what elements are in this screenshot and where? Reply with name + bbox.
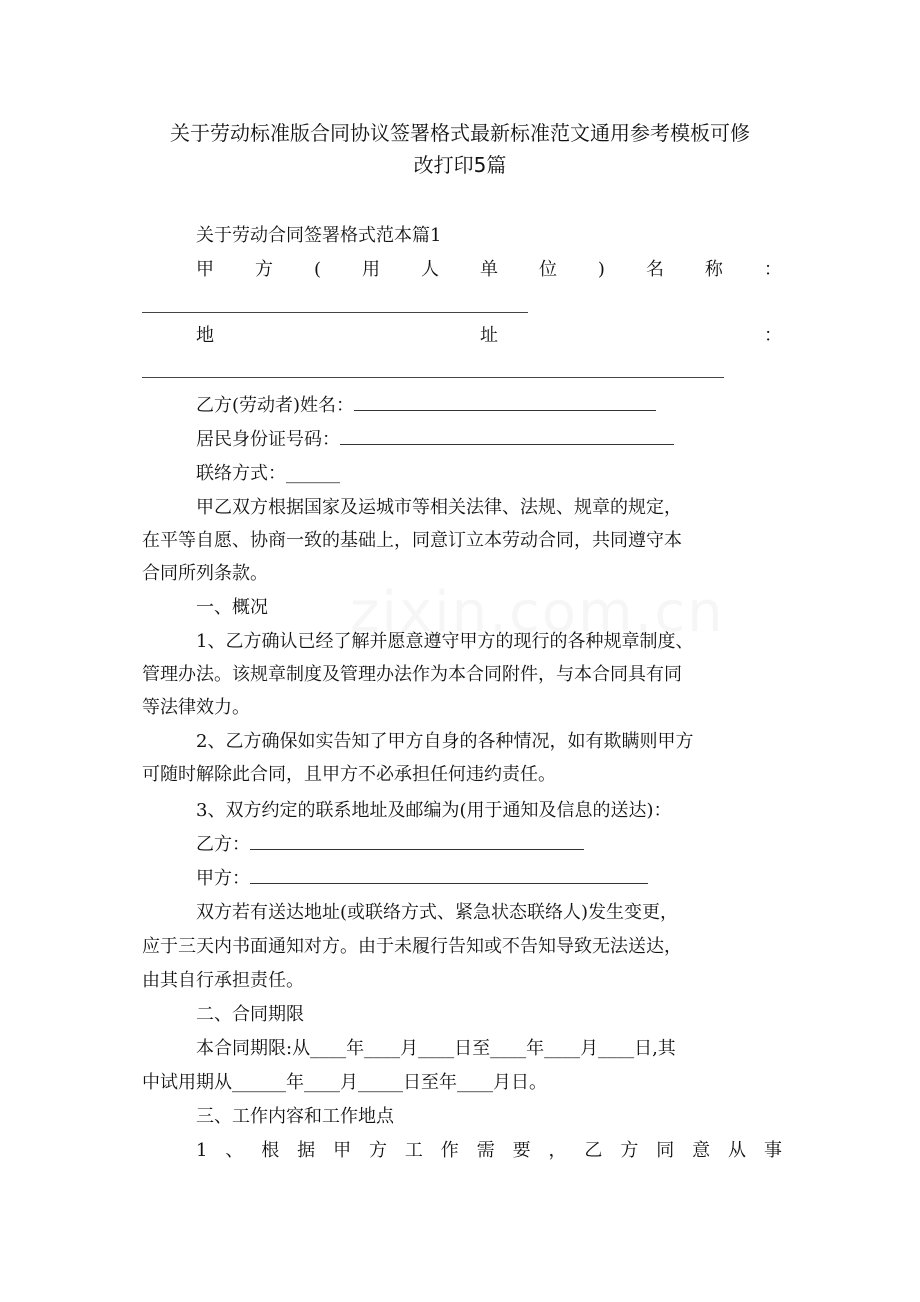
change-notice-line: 应于三天内书面通知对方。由于未履行告知或不告知导致无法送达， (142, 936, 682, 957)
address-blank (142, 377, 724, 378)
label-char: ： (764, 325, 782, 346)
label-char: 用 (361, 259, 380, 280)
term-line: 本合同期限:从____年____月____日至____年____月____日,其 (196, 1038, 676, 1059)
party-a-address-blank (250, 865, 648, 884)
text-char: 要 (512, 1140, 531, 1161)
text-char: 工 (404, 1140, 423, 1161)
section-three-heading: 三、工作内容和工作地点 (196, 1106, 394, 1127)
change-notice-line: 由其自行承担责任。 (142, 970, 304, 991)
doc-title-line1: 关于劳动标准版合同协议签署格式最新标准范文通用参考模板可修 (170, 121, 750, 145)
text-char: 同 (656, 1140, 675, 1161)
section-one-heading: 一、概况 (196, 597, 268, 618)
party-b-name-label: 乙方(劳动者)姓名： (196, 395, 355, 416)
label-char: 方 (254, 259, 273, 280)
label-char: 称 (704, 259, 723, 280)
change-notice-line: 双方若有送达地址(或联络方式、紧急状态联络人)发生变更， (196, 902, 679, 923)
label-char: 址 (480, 325, 498, 346)
party-a-address-label: 甲方： (196, 868, 250, 889)
item1-line: 管理办法。该规章制度及管理办法作为本合同附件，与本合同具有同 (142, 664, 682, 685)
contact-row (196, 460, 836, 488)
section-heading: 关于劳动合同签署格式范本篇1 (196, 225, 442, 246)
party-b-address-row (196, 831, 836, 859)
label-char: ) (597, 259, 605, 280)
address-label (196, 322, 782, 350)
text-char: 乙 (584, 1140, 603, 1161)
label-char: 地 (196, 325, 214, 346)
intro-line: 合同所列条款。 (142, 563, 268, 584)
term-line: 中试用期从______年____月_____日至年____月日。 (142, 1072, 547, 1093)
text-char: 1 (196, 1140, 208, 1161)
doc-title-line2: 改打印5篇 (413, 153, 507, 177)
contact-label: 联络方式： (196, 463, 286, 484)
id-number-row (196, 426, 836, 454)
item1-line: 等法律效力。 (142, 697, 250, 718)
label-char: ： (763, 259, 782, 280)
label-char: 甲 (196, 259, 214, 280)
text-char: 甲 (333, 1140, 352, 1161)
text-char: 、 (225, 1140, 244, 1161)
party-b-address-label: 乙方： (196, 834, 250, 855)
text-char: 需 (476, 1140, 495, 1161)
text-char: 意 (692, 1140, 711, 1161)
label-char: 人 (420, 259, 439, 280)
text-char: 方 (368, 1140, 387, 1161)
text-char: 据 (297, 1140, 316, 1161)
party-a-name-label (196, 256, 782, 284)
id-number-blank (340, 426, 674, 445)
label-char: ( (313, 259, 321, 280)
item2-line: 2、乙方确保如实告知了甲方自身的各种情况，如有欺瞒则甲方 (196, 731, 694, 752)
party-b-name-row (196, 392, 836, 420)
intro-line: 在平等自愿、协商一致的基础上，同意订立本劳动合同，共同遵守本 (142, 530, 682, 551)
text-char: 方 (620, 1140, 639, 1161)
text-char: 从 (728, 1140, 747, 1161)
label-char: 位 (538, 259, 557, 280)
party-a-address-row (196, 865, 836, 893)
contact-blank: ______ (286, 463, 340, 484)
text-char: 事 (763, 1140, 782, 1161)
text-char: ， (548, 1140, 567, 1161)
item1-line: 1、乙方确认已经了解并愿意遵守甲方的现行的各种规章制度、 (196, 631, 694, 652)
party-b-address-blank (250, 831, 584, 850)
item3-line: 3、双方约定的联系地址及邮编为(用于通知及信息的送达)： (196, 800, 672, 821)
item2-line: 可随时解除此合同，且甲方不必承担任何违约责任。 (142, 764, 556, 785)
party-b-name-blank (354, 392, 656, 411)
section-two-heading: 二、合同期限 (196, 1004, 304, 1025)
text-char: 根 (261, 1140, 280, 1161)
label-char: 名 (645, 259, 664, 280)
party-a-name-blank (142, 312, 528, 313)
id-number-label: 居民身份证号码： (196, 429, 340, 450)
work-item-line (196, 1137, 782, 1165)
intro-line: 甲乙双方根据国家及运城市等相关法律、法规、规章的规定， (196, 497, 682, 518)
label-char: 单 (479, 259, 498, 280)
text-char: 作 (440, 1140, 459, 1161)
